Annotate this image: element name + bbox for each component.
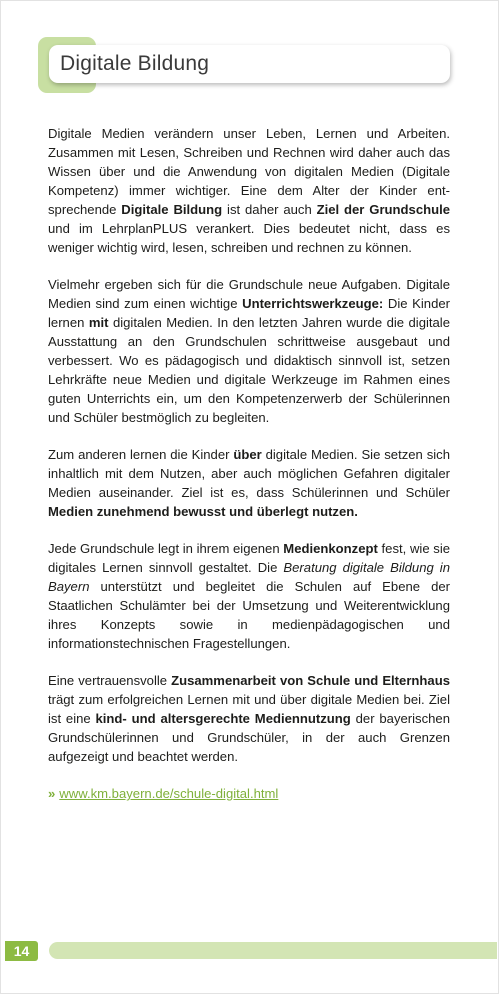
text-run: Die Kinder lernen — [48, 296, 450, 330]
italic-phrase: Beratung digitale Bildung in Bayern — [48, 560, 450, 594]
body-text — [48, 124, 450, 803]
paragraph-1 — [48, 124, 450, 257]
text-run: ist daher auch — [222, 202, 317, 217]
link-line — [48, 784, 450, 803]
text-run: Vielmehr ergeben sich für die Grundschule neue Aufgaben. Digitale Medien sind zum einen wichtige — [48, 277, 450, 311]
text-run: Jede Grundschule legt in ihrem eigenen — [48, 541, 284, 556]
text-run: und im LehrplanPLUS verankert. Dies bedeutet nicht, dass es weniger wichtig wird, lesen, schreiben und rechnen zu können. — [48, 221, 450, 255]
footer-bar — [49, 942, 497, 959]
page-number-badge — [5, 941, 38, 961]
bold-phrase: Ziel der Grundschule — [316, 202, 451, 217]
link-arrow-icon: » — [48, 786, 56, 801]
bold-phrase: Unterrichtswerkzeuge: — [242, 296, 384, 311]
text-run: fest, wie sie digitales Lernen sinnvoll gestaltet. Die — [48, 541, 451, 575]
text-run: Zum anderen lernen die Kinder — [48, 447, 234, 462]
text-run: Eine vertrauensvolle — [48, 673, 172, 688]
bold-phrase: kind- und altersgerechte Mediennutzung — [95, 711, 351, 726]
bold-phrase: über — [233, 447, 262, 462]
paragraph-5 — [48, 671, 450, 766]
bold-phrase: Medien zunehmend bewusst und überlegt nutzen. — [48, 504, 358, 519]
paragraph-2 — [48, 275, 450, 427]
text-run: Digitale Medien verändern unser Leben, Lernen und Arbeiten. Zusammen mit Lesen, Schreiben und Rechnen wird daher auch das Wissen über und die Anwendung von digitalen Medien (Digitale Kompetenz) immer wichtiger. Eine dem Alter der Kinder entsprechende — [48, 126, 450, 217]
bold-phrase: Zusammenarbeit von Schule und Elternhaus — [171, 673, 450, 688]
bold-phrase: mit — [88, 315, 109, 330]
paragraph-3 — [48, 445, 450, 521]
bold-phrase: Digitale Bildung — [121, 202, 223, 217]
text-run: trägt zum erfolgreichen Lernen mit und über digitale Medien bei. Ziel ist eine — [48, 692, 450, 726]
text-run: der bayerischen Grundschülerinnen und Grundschüler, in der auch Grenzen aufgezeigt und beachtet werden. — [48, 711, 450, 764]
bold-phrase: Medienkonzept — [283, 541, 378, 556]
website-link[interactable]: www.km.bayern.de/schule-digital.html — [59, 786, 279, 801]
page-number: 14 — [13, 943, 30, 959]
paragraph-4 — [48, 539, 450, 653]
title-box — [49, 45, 450, 83]
text-run: digitalen Medien. In den letzten Jahren wurde die digitale Ausstattung an den Grundschulen schrittweise ausgebaut und verbessert. Wo es pädagogisch und didaktisch sinnvoll ist, setzen Lehrkräfte neue Medien und digitale Werkzeuge im Rahmen eines guten Unterrichts ein, um den Kompetenzerwerb der Schülerinnen und Schüler bestmöglich zu begleiten. — [48, 315, 450, 425]
text-run: unterstützt und begleitet die Schulen auf Ebene der Staatlichen Schulämter bei der Umsetzung und Weiterentwicklung ihres Konzepts sowie in medienpädagogischen und informationstechnischen Fragestellungen. — [48, 579, 450, 651]
page-title: Digitale Bildung — [60, 52, 210, 75]
text-run: digitale Medien. Sie setzen sich inhaltlich mit dem Nutzen, aber auch möglichen Gefahren digitaler Medien auseinander. Ziel ist es, dass Schülerinnen und Schüler — [48, 447, 450, 500]
